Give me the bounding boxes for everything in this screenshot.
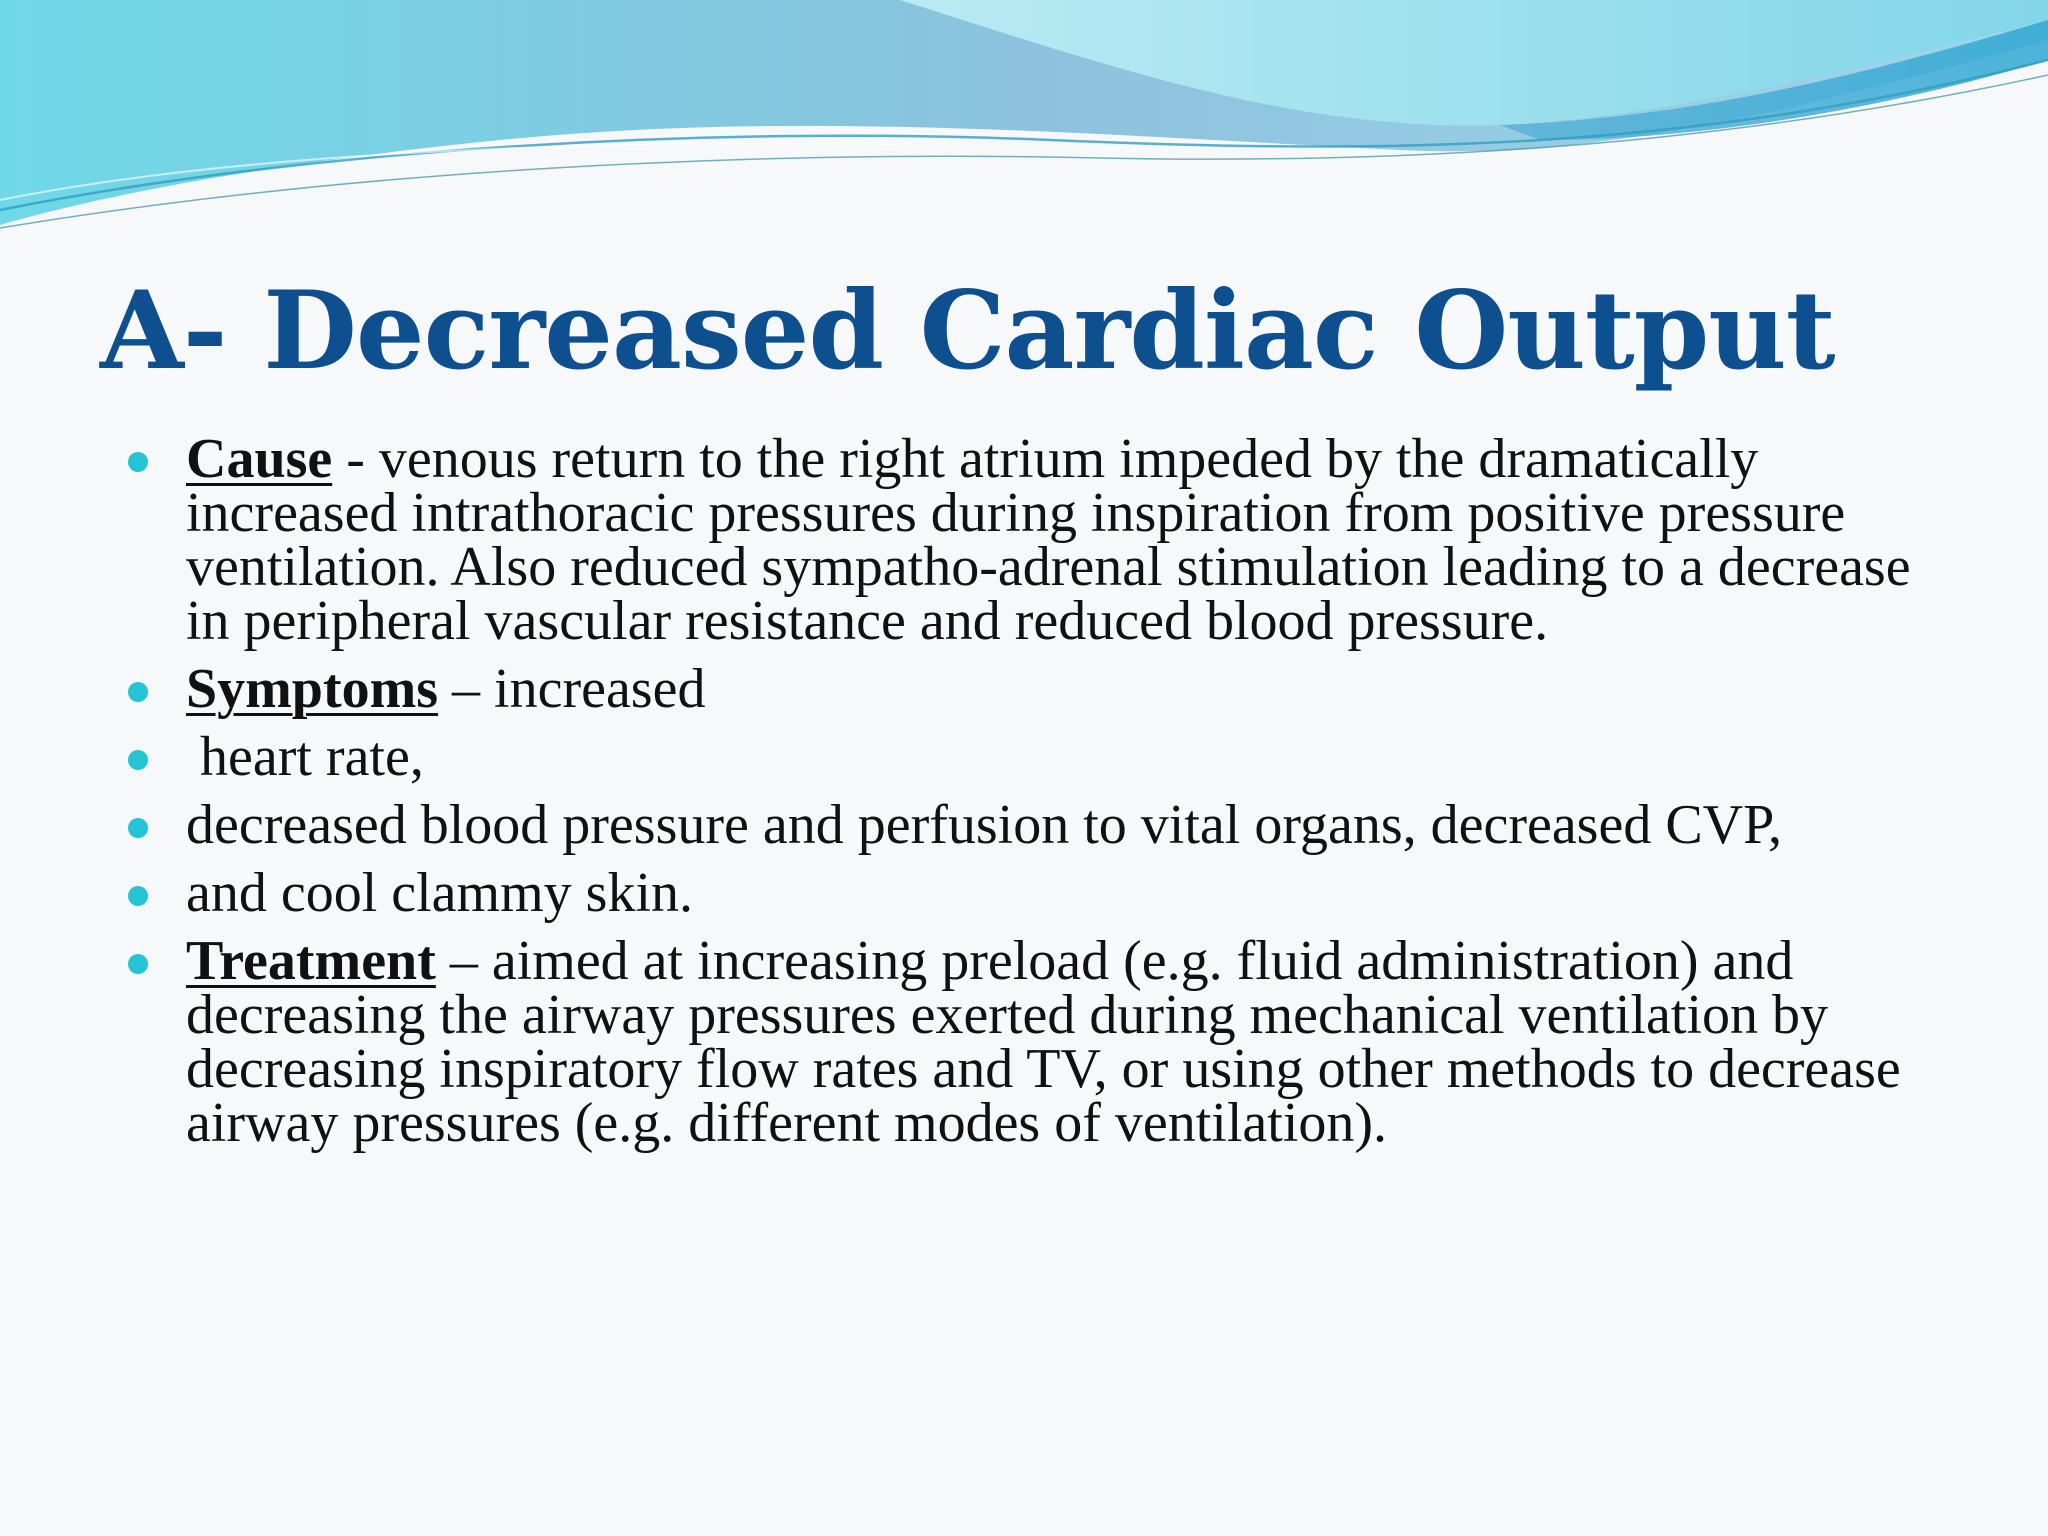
bullet-symptoms — [128, 658, 1948, 720]
header-wave-decoration — [0, 0, 2048, 240]
heart-rate-text: heart rate, — [200, 726, 424, 788]
bullet-list — [128, 428, 1948, 1164]
bullet-dot-icon — [128, 750, 148, 770]
clammy-skin-text: and cool clammy skin. — [186, 862, 694, 924]
symptoms-text: – increased — [438, 658, 706, 720]
bullet-blood-pressure — [128, 794, 1948, 856]
term-cause: Cause — [186, 428, 333, 490]
bullet-treatment — [128, 930, 1948, 1154]
bullet-dot-icon — [128, 954, 148, 974]
slide-title: A- Decreased Cardiac Output — [100, 268, 1835, 394]
blood-pressure-text: decreased blood pressure and perfusion to vital organs, decreased CVP, — [186, 794, 1783, 856]
term-treatment: Treatment — [186, 930, 436, 992]
bullet-heart-rate — [128, 726, 1948, 788]
cause-text: - venous return to the right atrium impeded by the dramatically increased intrathoracic pressures during inspiration from positive pressure ventilation. Also reduced sympatho-adrenal stimulation leading to a decrease in peripheral vascular resistance and reduced blood pressure. — [186, 428, 1911, 652]
treatment-text: – aimed at increasing preload (e.g. fluid administration) and decreasing the airway pressures exerted during mechanical ventilation by decreasing inspiratory flow rates and TV, or using other methods to decrease airway pressures (e.g. different modes of ventilation). — [186, 930, 1901, 1154]
bullet-cause — [128, 428, 1948, 652]
bullet-dot-icon — [128, 452, 148, 472]
bullet-clammy-skin — [128, 862, 1948, 924]
bullet-dot-icon — [128, 818, 148, 838]
bullet-dot-icon — [128, 682, 148, 702]
bullet-dot-icon — [128, 886, 148, 906]
term-symptoms: Symptoms — [186, 658, 439, 720]
